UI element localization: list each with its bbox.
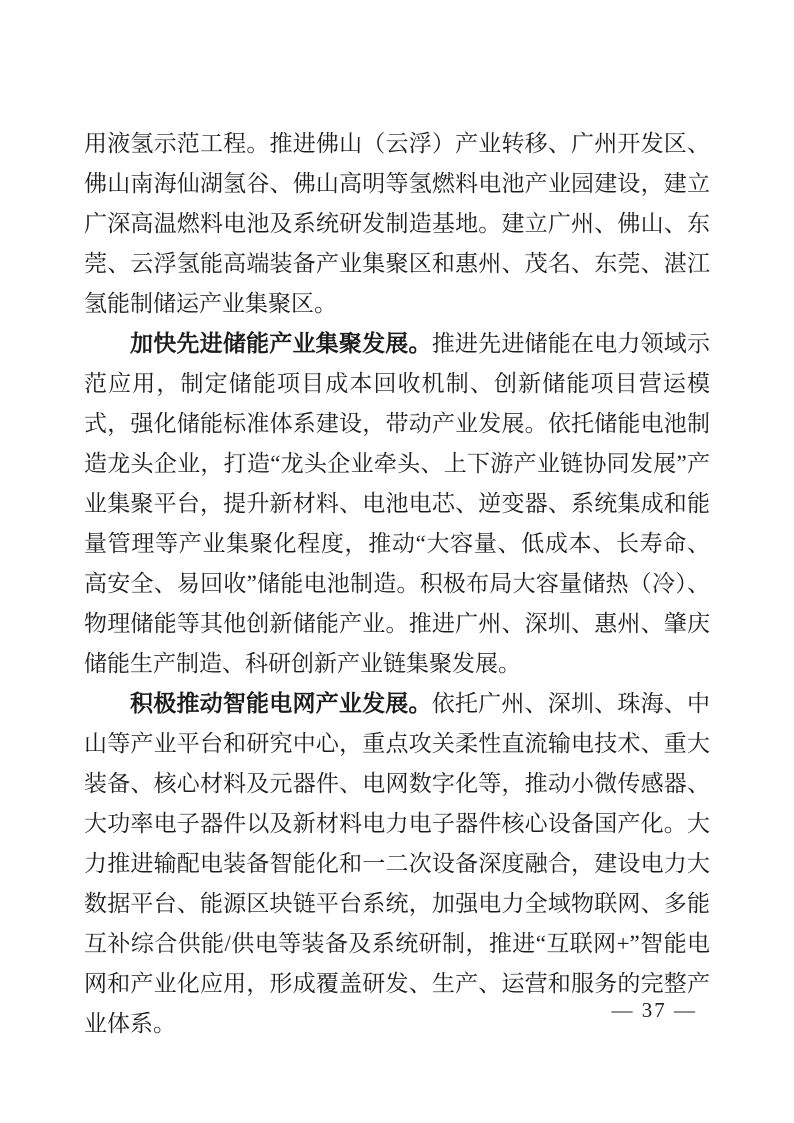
paragraph-continuation — [84, 124, 710, 324]
paragraph-body: 用液氢示范工程。推进佛山（云浮）产业转移、广州开发区、佛山南海仙湖氢谷、佛山高明等氢燃料电池产业园建设，建立广深高温燃料电池及系统研发制造基地。建立广州、佛山、东莞、云浮氢能高端装备产业集聚区和惠州、茂名、东莞、湛江氢能制储运产业集聚区。 — [84, 131, 710, 316]
paragraph-body: 依托广州、深圳、珠海、中山等产业平台和研究中心，重点攻关柔性直流输电技术、重大装备、核心材料及元器件、电网数字化等，推动小微传感器、大功率电子器件以及新材料电力电子器件核心设备国产化。大力推进输配电装备智能化和一二次设备深度融合，建设电力大数据平台、能源区块链平台系统，加强电力全域物联网、多能互补综合供能/供电等装备及系统研制，推进“互联网+”智能电网和产业化应用，形成覆盖研发、生产、运营和服务的完整产业体系。 — [84, 691, 711, 1036]
paragraph-smart-grid — [84, 684, 710, 1044]
page-number: — 37 — — [611, 998, 697, 1022]
paragraph-storage-industry — [84, 324, 710, 684]
paragraph-heading: 积极推动智能电网产业发展。 — [130, 691, 432, 716]
text-block — [84, 124, 710, 1044]
paragraph-body: 推进先进储能在电力领域示范应用，制定储能项目成本回收机制、创新储能项目营运模式，强化储能标准体系建设，带动产业发展。依托储能电池制造龙头企业，打造“龙头企业牵头、上下游产业链协同发展”产业集聚平台，提升新材料、电池电芯、逆变器、系统集成和能量管理等产业集聚化程度，推动“大容量、低成本、长寿命、高安全、易回收”储能电池制造。积极布局大容量储热（冷）、物理储能等其他创新储能产业。推进广州、深圳、惠州、肇庆储能生产制造、科研创新产业链集聚发展。 — [84, 331, 711, 676]
paragraph-heading: 加快先进储能产业集聚发展。 — [130, 331, 432, 356]
